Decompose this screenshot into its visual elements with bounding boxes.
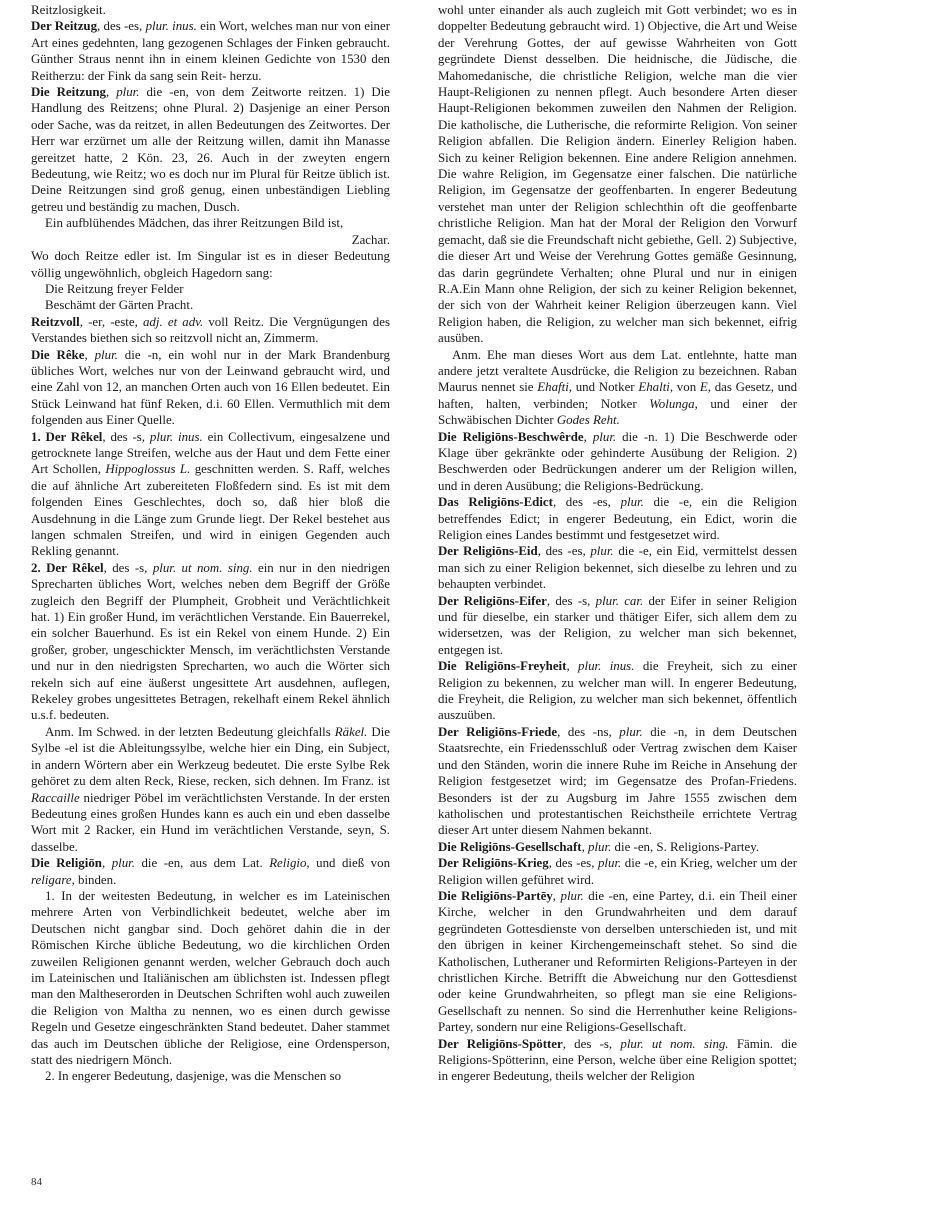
text-run: ein Collectivum, eingesalzene und getrocknete lange Streifen, welche aus der Haut und dem Fette einer Art Schollen, <box>31 429 390 477</box>
text-run: , des -es, <box>548 856 598 871</box>
text-run: die -en, eine Partey, d.i. ein Theil einer Kirche, welcher in den Grundwahrheiten und dem darauf gegründeten Gottesdienste von derselben unterschieden ist, und mit den übrigen in keiner Kirchengemeinschaft stehet. So sind die Katholischen, Lutheraner und Reformirten Religions-Parteyen in der christlichen Kirche. Betrifft die Abweichung nur den Gottesdienst oder keine Grundwahrheiten, so pflegt man sie eine Religions-Gesellschaft zu nennen. So sind die Herrenhuther keine Religions-Partey, sondern nur eine Religions-Gesellschaft. <box>438 888 797 1035</box>
text-run: von <box>673 380 700 395</box>
italic-run: Hippoglossus L. <box>105 462 191 477</box>
text-run: , <box>581 839 589 854</box>
entry-paragraph <box>438 593 797 659</box>
headword: Der Religiōns-Eid <box>438 544 538 559</box>
text-run: die -e, ein die Religion betreffendes Edict; in engerer Bedeutung, ein Edict, worin die Religion eines Landes bestimmt und festgesetzet wird. <box>438 495 797 542</box>
headword: Der Reitzug <box>31 19 98 34</box>
text-run: Reitzlosigkeit. <box>31 3 106 17</box>
text-run: Die Reitzung freyer Felder <box>45 281 184 296</box>
entry-paragraph <box>31 347 390 429</box>
italic-run: plur. inus. <box>149 429 203 444</box>
text-run: , des -s, <box>103 560 153 575</box>
headword: Der Religiōns-Spötter <box>438 1036 563 1051</box>
entry-paragraph <box>31 248 390 281</box>
entry-paragraph <box>31 724 390 855</box>
text-run: ein Wort, welches man nur von einer Art eines gedehnten, lang gezogenen Schlages der Finken gebraucht. Günther Straus nennt ihn in einem kleinen Gedichte von 1530 den Reitherzu: der Fink da sang sein Reit- herzu. <box>31 19 391 83</box>
text-run: Die Sylbe -el ist die Ableitungssylbe, welche hier ein Ding, ein Subject, in andern Wörtern aber ein Werkzeug bedeutet. Die erste Sylbe Rek gehöret zu dem alten Reck, Riese, recken, sich dehnen. Im Franz. ist <box>31 724 390 789</box>
page-number: 84 <box>31 1176 42 1188</box>
entry-paragraph <box>438 839 797 855</box>
text-run: , des -ns, <box>557 724 620 739</box>
italic-run: Ehafti, <box>537 380 572 395</box>
text-run: 1. In der weitesten Bedeutung, in welcher es im Lateinischen mehrere Arten von Verbindlichkeit bedeutet, welche aber im Deutschen nicht gangbar sind. Doch gehöret dahin die in der Römischen Kirche übliche Bedeutung, wo die kirchlichen Orden zuweilen Religionen genannt werden, welcher Gebrauch doch auch im Lateinischen und Italiänischen am üblichsten ist. Indessen pflegt man den Maltheserorden in Deutschen Schriften wohl auch zuweilen die Religion von Maltha zu nennen, wo es einen durch gewisse Regeln und Gesetze eingeschränkten Stand bedeutet. Daher stammet das auch im Deutschen übliche der Religiose, eine Ordensperson, statt des niedrigern Mönch. <box>31 888 390 1067</box>
entry-paragraph <box>438 2 797 347</box>
text-run: die -e, ein Krieg, welcher um der Religion willen geführet wird. <box>438 856 798 887</box>
headword: Die Religiōns-Freyheit <box>438 659 567 674</box>
text-run: Zachar. <box>351 232 390 247</box>
italic-run: plur. <box>597 856 622 871</box>
headword: Der Religiōns-Friede <box>438 724 558 739</box>
text-run: , <box>101 856 112 871</box>
italic-run: Raccaille <box>31 790 80 805</box>
text-run: voll Reitz. Die Vergnügungen des Verstandes biethen sich so reitzvoll nicht an, Zimmerm. <box>31 314 390 346</box>
text-run: die -en, aus dem Lat. <box>134 856 270 871</box>
italic-run: Räkel. <box>334 724 368 739</box>
entry-paragraph <box>438 494 797 543</box>
headword: Der Religiōns-Krieg <box>438 856 549 871</box>
italic-run: plur. <box>116 85 140 100</box>
entry-paragraph <box>438 888 797 1036</box>
italic-run: plur. car. <box>595 593 644 608</box>
headword: Die Religiōns-Beschwêrde <box>438 429 584 444</box>
headword: 2. Der Rêkel <box>31 560 104 575</box>
text-run: ein nur in den niedrigen Sprecharten übliches Wort, welches neben dem Begriff der Größe zugleich den Begriff der Plumpheit, Grobheit und Verächtlichkeit hat. 1) Ein großer Hund, im verächtlichen Verstande. Ein Bauerrekel, ein solcher Bauerhund. Es ist ein Rekel von einem Hunde. 2) Ein großer, grober, ungeschickter Mensch, im verächtlichsten Verstande und nur in den niedrigsten Sprecharten, wo auch die Wörter sich rekeln sich auf eine äußerst ungesittete Art ausdehnen, auflegen, Rekeley grobes ungesittetes Betragen, rekelhaft einem Rekel ähnlich u.s.f. bedeuten. <box>31 560 390 723</box>
text-run: die -en, von dem Zeitworte reitzen. 1) Die Handlung des Reitzens; ohne Plural. 2) Dasjenige an einer Person oder Sache, was da reitzet, in allen Bedeutungen des Zeitwortes. Der Herr war erzürnet um alle der Reitzung willen, damit ihn Manasse gereitzet hatte, 2 Kön. 23, 26. Auch in der zweyten engern Bedeutung, wie Reitz; wo es doch nur im Plural für Reitze üblich ist. Deine Reitzungen sind groß genug, einen unbeständigen Liebling getreu und beständig zu machen, Dusch. <box>31 85 390 214</box>
text-run: der Eifer in seiner Religion und für dieselbe, ein starker und thätiger Eifer, sich allem dem zu widersetzen, was der Religion, zu welcher man sich bekennet, entgegen ist. <box>438 593 798 657</box>
text-run: und einer der Schwäbischen Dichter <box>438 396 797 428</box>
text-run: binden. <box>74 872 117 887</box>
italic-run: religare, <box>31 872 75 887</box>
headword: Die Reitzung <box>31 85 106 100</box>
italic-run: plur. <box>620 495 644 510</box>
right-column <box>438 2 797 1085</box>
italic-run: plur. inus. <box>145 19 197 34</box>
italic-run: Religio, <box>269 856 310 871</box>
verse-line <box>31 281 390 297</box>
text-run: die -n, ein wohl nur in der Mark Brandenburg übliches Wort, welches nur von der Leinwand gebraucht wird, und eine Zahl von 12, an manchen Orten auch von 16 Ellen bedeutet. Ein Stück Leinwand hat fünf Reken, d.i. 60 Ellen. Vermuthlich mit dem folgenden aus Einer Quelle. <box>31 347 390 428</box>
text-run: , des -es, <box>552 495 621 510</box>
headword: Reitzvoll <box>31 314 80 329</box>
text-run: und dieß von <box>309 856 391 871</box>
entry-paragraph <box>438 429 797 495</box>
entry-paragraph <box>438 347 797 429</box>
text-run: , <box>106 85 117 100</box>
entry-paragraph <box>438 1036 797 1085</box>
entry-paragraph <box>31 1068 390 1084</box>
entry-paragraph <box>438 658 797 724</box>
text-run: , <box>583 429 593 444</box>
italic-run: Ehalti, <box>638 380 674 395</box>
headword: Die Religiōns-Gesellschaft <box>438 839 582 854</box>
italic-run: E, <box>699 380 711 395</box>
italic-run: plur. <box>619 724 643 739</box>
entry-paragraph <box>438 543 797 592</box>
entry-paragraph <box>31 2 390 18</box>
headword: Das Religiōns-Edict <box>438 495 553 510</box>
headword: Die Religiōn <box>31 856 102 871</box>
text-run: wohl unter einander als auch zugleich mit Gott verbindet; wo es in doppelter Bedeutung gebraucht wird. 1) Objective, die Art und Weise der Verehrung Gottes, der auf gewisse Wahrheiten von Gott gegründete Dienst desselben. Die heidnische, die Jüdische, die Mahomedanische, die christliche Religion, welche man die vier Haupt-Religionen zu nennen pflegt. Auch besondere Arten dieser Haupt-Religionen bekommen zuweilen den Nahmen der Religion. Die katholische, die Lutherische, die reformirte Religion. Von seiner Religion abfallen. Die Religion ändern. Einerley Religion haben. Sich zu keiner Religion bekennen. Eine andere Religion annehmen. Die wahre Religion, im Gegensatze einer falschen. Die natürliche Religion, im Gegensatze der geoffenbarten. In engerer Bedeutung verstehet man unter der Religion schlechthin oft die geoffenbarte christliche Religion. Man hat der Moral der Religion den Vorwurf gemacht, daß sie die Freundschaft nicht gebiethe, Gell. 2) Subjective, die dieser Art und Weise der Verehrung Gottes gemäße Gesinnung, das darin gegründete Verhalten; ohne Plural und nur in einigen R.A.Ein Mann ohne Religion, der sich zu keiner Religion bekennet, der sich von der Wahrheit keiner Religion überzeugen kann. Viel Religion haben, die Religion, zu welcher man sich bekennet, eifrig ausüben. <box>438 3 797 346</box>
entry-paragraph <box>31 84 390 215</box>
italic-run: plur. <box>592 429 617 444</box>
text-run: , <box>84 347 95 362</box>
text-run: die -n. 1) Die Beschwerde oder Klage über gekränkte oder gehinderte Ausübung der Religion. 2) Beschwerden oder Bedrückungen anderer um der Religion willen, und in deren Ausübung; die Religions-Bedrückung. <box>438 429 798 493</box>
text-run: und Notker <box>572 380 639 395</box>
text-run: Anm. Im Schwed. in der letzten Bedeutung gleichfalls <box>45 724 335 739</box>
entry-paragraph <box>31 855 390 888</box>
italic-run: Godes Reht. <box>556 413 620 428</box>
entry-paragraph <box>438 855 797 888</box>
verse-line <box>31 297 390 313</box>
text-run: niedriger Pöbel im verächtlichsten Verstande. In der ersten Bedeutung eines großen Hundes kann es auch ein und eben dasselbe Wort mit 2 Racker, ein Hund im verächtlichen Verstande, seyn, S. dasselbe. <box>31 790 390 854</box>
italic-run: plur. <box>560 888 584 903</box>
italic-run: plur. inus. <box>578 659 635 674</box>
headword: Die Rêke <box>31 347 85 362</box>
entry-paragraph <box>438 724 797 839</box>
text-run: , des -es, <box>97 19 146 34</box>
entry-paragraph <box>31 314 390 347</box>
text-run: Ein aufblühendes Mädchen, das ihrer Reitzungen Bild ist, <box>45 216 344 231</box>
text-run: Anm. Ehe man dieses Wort aus dem Lat. entlehnte, hatte man andere jetzt veraltete Ausdrücke, die Religion zu bezeichnen. Raban Maurus nennet sie <box>438 347 797 395</box>
text-run: , des -s, <box>102 429 150 444</box>
text-run: , -er, -este, <box>79 314 143 329</box>
text-run: geschnitten werden. S. Raff, welches die auf ähnliche Art zubereiteten Floßfedern sind. Es ist mit dem folgenden Eines Geschlechtes, doch so, daß hier bloß die Ausdehnung in die Länge zum Grunde liegt. Der Rekel bestehet aus langen schmalen Streifen, und wird in einigen Gegenden auch Rekling genannt. <box>31 462 391 559</box>
entry-paragraph <box>31 18 390 84</box>
italic-run: plur. <box>590 544 614 559</box>
entry-paragraph <box>31 888 390 1068</box>
italic-run: plur. <box>588 839 612 854</box>
left-column <box>31 2 390 1085</box>
text-run: , des -s, <box>562 1036 621 1051</box>
text-run: die -e, ein Eid, vermittelst dessen man sich zu einer Religion bekennet, sich dieselbe zu lehren und zu behaupten verbindet. <box>438 544 798 592</box>
entry-paragraph <box>31 429 390 560</box>
text-run: , <box>566 659 579 674</box>
entry-paragraph <box>31 560 390 724</box>
text-run: Fämin. die Religions-Spötterinn, eine Person, welche über eine Religion spottet; in engerer Bedeutung, theils welcher der Religion <box>438 1036 797 1084</box>
entry-paragraph <box>31 215 390 231</box>
text-run: die Freyheit, sich zu einer Religion zu bekennen, zu welcher man will. In engerer Bedeutung, die Freyheit, die Religion, zu welcher man sich bekennet, öffentlich auszuüben. <box>438 659 797 723</box>
text-run: , des -es, <box>537 544 591 559</box>
text-run: Wo doch Reitze edler ist. Im Singular ist es in dieser Bedeutung völlig ungewöhnlich, obgleich Hagedorn sang: <box>31 249 390 280</box>
text-run: 2. In engerer Bedeutung, dasjenige, was die Menschen so <box>45 1069 342 1084</box>
italic-run: adj. et adv. <box>142 314 204 329</box>
italic-run: plur. <box>111 856 135 871</box>
text-run: die -n, in dem Deutschen Staatsrechte, ein Friedensschluß oder Vertrag zwischen dem Kaiser und den Ständen, worin die innere Ruhe im Reiche in Ansehung der Religion festgesetzet wird; im Gegensatze des Profan-Friedens. Besonders ist der zu Augsburg im Jahre 1555 zwischen dem katholischen und protestantischen Reichstheile errichtete Vertrag dieser Art unter diesem Nahmen bekannt. <box>438 724 797 838</box>
entry-paragraph <box>31 232 390 248</box>
text-run: die -en, S. Religions-Partey. <box>611 839 760 854</box>
headword: 1. Der Rêkel <box>31 429 103 444</box>
text-run: Beschämt der Gärten Pracht. <box>45 298 194 313</box>
headword: Der Religiōns-Eifer <box>438 593 547 608</box>
text-run: , des -s, <box>546 593 596 608</box>
text-run: das Gesetz, und haften, halten, verbinden; Notker <box>438 380 798 411</box>
headword: Die Religiōns-Partēy <box>438 888 553 903</box>
italic-run: plur. ut nom. sing. <box>152 560 253 575</box>
italic-run: plur. <box>94 347 118 362</box>
italic-run: plur. ut nom. sing. <box>620 1036 729 1051</box>
text-run: , <box>552 888 561 903</box>
italic-run: Wolunga, <box>649 396 698 411</box>
